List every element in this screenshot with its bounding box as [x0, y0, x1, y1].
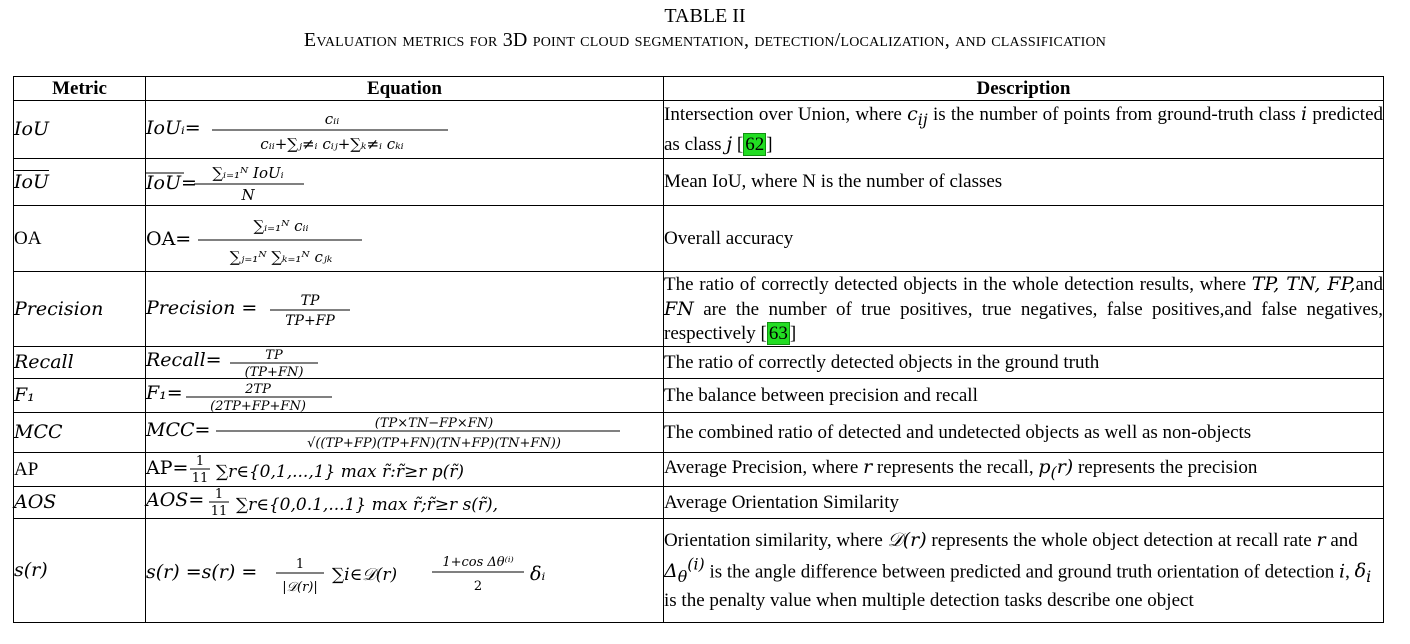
svg-text:1: 1 — [214, 487, 224, 502]
svg-text:IoUᵢ=: IoUᵢ= — [146, 116, 201, 139]
table-row — [14, 272, 1384, 347]
equation-precision — [146, 272, 664, 347]
svg-text:Recall=: Recall= — [146, 349, 222, 371]
table-row — [14, 379, 1384, 413]
equation-ap — [146, 453, 664, 487]
svg-text:∑ᵢ₌₁ᴺ IoUᵢ: ∑ᵢ₌₁ᴺ IoUᵢ — [212, 164, 284, 182]
svg-text:(2TP+FP+FN): (2TP+FP+FN) — [210, 398, 306, 414]
svg-text:N: N — [241, 186, 255, 204]
metric-name: F₁ — [14, 379, 146, 413]
description-cell: Average Orientation Similarity — [664, 487, 1384, 519]
svg-text:TP: TP — [265, 348, 283, 363]
description-cell: Intersection over Union, where $c_{ij}$ is the number of points from ground-truth class i predicted as class j [ 62 ] — [664, 101, 1384, 159]
metrics-table — [13, 76, 1384, 623]
svg-text:∑ⱼ₌₁ᴺ ∑ₖ₌₁ᴺ cⱼₖ: ∑ⱼ₌₁ᴺ ∑ₖ₌₁ᴺ cⱼₖ — [229, 247, 333, 266]
svg-text:∑r∈{0,1,...,1} max r̃:r̃≥r p(r: ∑r∈{0,1,...,1} max r̃:r̃≥r p(r̃) — [216, 462, 465, 482]
svg-text:s(r) =s(r) =: s(r) =s(r) = — [146, 560, 258, 583]
svg-text:∑ᵢ₌₁ᴺ cᵢᵢ: ∑ᵢ₌₁ᴺ cᵢᵢ — [253, 216, 309, 235]
table-row — [14, 487, 1384, 519]
equation-miou — [146, 159, 664, 206]
svg-text:1+cos Δθ⁽ⁱ⁾: 1+cos Δθ⁽ⁱ⁾ — [442, 554, 514, 570]
svg-text:11: 11 — [191, 471, 209, 486]
description-cell: Average Precision, where r represents the recall, $p_(r$) represents the precision — [664, 453, 1384, 487]
table-title: Evaluation metrics for 3D point cloud segmentation, detection/localization, and classification — [303, 29, 1107, 51]
svg-text:2: 2 — [473, 578, 483, 594]
description-cell: The ratio of correctly detected objects in the whole detection results, where TP, TN, FP,and FN are the number of true positives, true negatives, false positives,and false negatives, respectively [ 63 ] — [664, 272, 1384, 347]
header-metric: Metric — [14, 77, 146, 101]
equation-aos — [146, 487, 664, 519]
header-description: Description — [664, 77, 1384, 101]
header-row — [14, 77, 1384, 101]
metric-name: Recall — [14, 347, 146, 379]
equation-sr — [146, 519, 664, 623]
metric-name: AOS — [14, 487, 146, 519]
svg-text:AOS=: AOS= — [146, 489, 205, 511]
svg-text:TP+FP: TP+FP — [285, 313, 335, 329]
svg-text:11: 11 — [210, 504, 228, 519]
svg-text:δᵢ: δᵢ — [530, 562, 546, 585]
svg-text:(TP×TN−FP×FN): (TP×TN−FP×FN) — [374, 416, 494, 431]
svg-text:∑r∈{0,0.1,...1} max r̃;r̃≥r s(: ∑r∈{0,0.1,...1} max r̃;r̃≥r s(r̃), — [236, 495, 499, 515]
equation-iou — [146, 101, 664, 159]
equation-mcc — [146, 413, 664, 453]
description-cell: The combined ratio of detected and undetected objects as well as non-objects — [664, 413, 1384, 453]
svg-text:Precision =: Precision = — [146, 297, 258, 319]
svg-text:∑i∈𝒟(r): ∑i∈𝒟(r) — [332, 564, 398, 585]
table-row — [14, 159, 1384, 206]
svg-text:1: 1 — [195, 454, 205, 469]
table-row — [14, 453, 1384, 487]
svg-text:|𝒟(r)|: |𝒟(r)| — [282, 579, 318, 595]
svg-text:F₁=: F₁= — [146, 381, 183, 404]
metric-name: MCC — [14, 413, 146, 453]
svg-text:MCC=: MCC= — [146, 419, 211, 441]
metric-name: AP — [14, 453, 146, 487]
table-row — [14, 347, 1384, 379]
equation-oa — [146, 206, 664, 272]
svg-text:(TP+FN): (TP+FN) — [244, 365, 304, 380]
svg-text:IoU=: IoU= — [146, 172, 197, 194]
table-row — [14, 413, 1384, 453]
metric-name: $\overline{IoU}$ — [14, 159, 146, 206]
table-row — [14, 519, 1384, 623]
description-cell: Overall accuracy — [664, 206, 1384, 272]
table-row — [14, 206, 1384, 272]
equation-f1 — [146, 379, 664, 413]
svg-text:1: 1 — [295, 556, 305, 572]
metric-name: Precision — [14, 272, 146, 347]
svg-text:TP: TP — [300, 293, 320, 309]
description-cell: The balance between precision and recall — [664, 379, 1384, 413]
table-row — [14, 101, 1384, 159]
metric-name: s(r) — [14, 519, 146, 623]
svg-text:OA=: OA= — [146, 227, 192, 250]
equation-recall — [146, 347, 664, 379]
header-equation: Equation — [146, 77, 664, 101]
svg-text:√((TP+FP)(TP+FN)(TN+FP)(TN+FN): √((TP+FP)(TP+FN)(TN+FP)(TN+FN)) — [307, 436, 561, 451]
description-cell: Orientation similarity, where 𝒟(r) represents the whole object detection at recall rate r and $\Delta_\theta^{(i)}$ is the angle difference between predicted and ground truth orientation of detection i, $\delta_i$ is the penalty value when multiple detection tasks describe one object — [664, 519, 1384, 623]
table-number: TABLE II — [664, 5, 746, 27]
svg-text:2TP: 2TP — [245, 381, 271, 397]
metric-name: IoU — [14, 101, 146, 159]
description-cell: Mean IoU, where N is the number of classes — [664, 159, 1384, 206]
metric-name: OA — [14, 206, 146, 272]
svg-text:cᵢᵢ: cᵢᵢ — [324, 109, 340, 128]
svg-text:AP=: AP= — [146, 457, 189, 479]
svg-text:cᵢᵢ+∑ⱼ≠ᵢ cᵢⱼ+∑ₖ≠ᵢ cₖᵢ: cᵢᵢ+∑ⱼ≠ᵢ cᵢⱼ+∑ₖ≠ᵢ cₖᵢ — [260, 134, 404, 153]
description-cell: The ratio of correctly detected objects in the ground truth — [664, 347, 1384, 379]
